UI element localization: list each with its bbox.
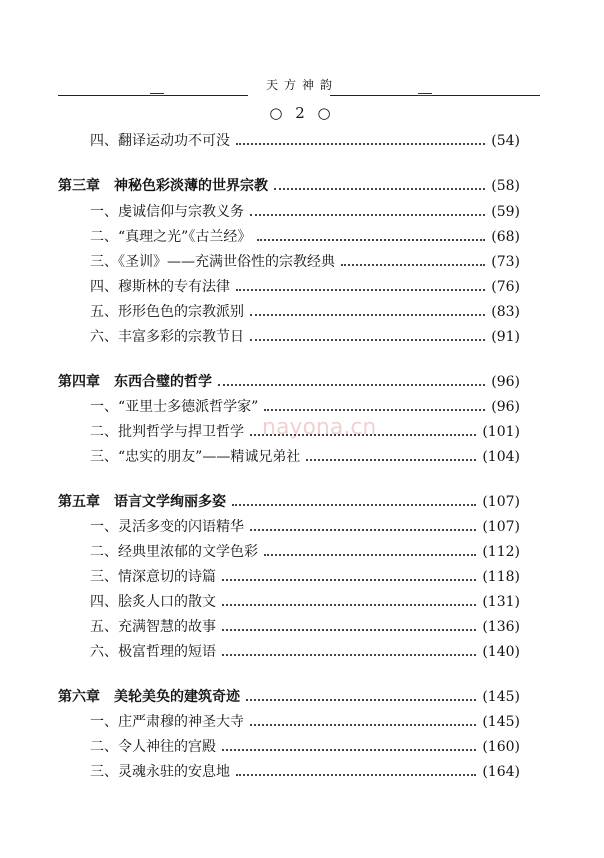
toc-section-title: 一、庄严肃穆的神圣大寺 xyxy=(90,714,244,730)
toc-section-title: 二、令人神往的宫殿 xyxy=(90,739,216,755)
book-title: 天方神韵 xyxy=(265,78,338,92)
toc-section-row[interactable] xyxy=(0,640,604,664)
toc-page-number: (83) xyxy=(491,304,520,320)
toc-page-number: (131) xyxy=(482,594,520,610)
dot-leader xyxy=(232,504,476,506)
dot-leader xyxy=(250,434,476,436)
dot-leader xyxy=(222,749,476,751)
toc-chapter-title: 第六章 美轮美奂的建筑奇迹 xyxy=(58,689,240,705)
toc-section-title: 五、形形色色的宗教派别 xyxy=(90,304,244,320)
toc-section-row[interactable] xyxy=(0,200,604,224)
toc-section-title: 一、“亚里士多德派哲学家” xyxy=(90,399,259,415)
toc-section-row[interactable] xyxy=(0,129,604,153)
toc-section-title: 二、批判哲学与捍卫哲学 xyxy=(90,424,244,440)
toc-section-row[interactable] xyxy=(0,760,604,784)
dot-leader xyxy=(264,409,485,411)
toc-page-number: (96) xyxy=(491,399,520,415)
dot-leader xyxy=(341,264,485,266)
toc-chapter-row[interactable] xyxy=(0,490,604,514)
toc-page-number: (145) xyxy=(482,714,520,730)
toc-chapter-title: 第五章 语言文学绚丽多姿 xyxy=(58,494,226,510)
dot-leader xyxy=(274,188,485,190)
toc-chapter-row[interactable] xyxy=(0,685,604,709)
toc-section-title: 三、情深意切的诗篇 xyxy=(90,569,216,585)
toc-page-number: (76) xyxy=(491,279,520,295)
dot-leader xyxy=(246,699,476,701)
toc-page-number: (136) xyxy=(482,619,520,635)
watermark: nayona.cn xyxy=(262,415,377,440)
toc-page-number: (58) xyxy=(491,178,520,194)
toc-section-row[interactable] xyxy=(0,300,604,324)
toc-page-number: (145) xyxy=(482,689,520,705)
page-number-ornament: ○ xyxy=(269,104,296,122)
toc-section-row[interactable] xyxy=(0,420,604,444)
toc-section-row[interactable] xyxy=(0,225,604,249)
toc-section-title: 二、“真理之光”《古兰经》 xyxy=(90,229,252,245)
dot-leader xyxy=(218,384,485,386)
dot-leader xyxy=(250,724,476,726)
toc-page-number: (91) xyxy=(491,329,520,345)
toc-section-row[interactable] xyxy=(0,615,604,639)
dot-leader xyxy=(222,579,476,581)
toc-section-row[interactable] xyxy=(0,515,604,539)
page-number-value: 2 xyxy=(295,104,309,122)
toc-section-title: 二、经典里浓郁的文学色彩 xyxy=(90,544,258,560)
toc-page-number: (112) xyxy=(482,544,520,560)
toc-page-number: (68) xyxy=(491,229,520,245)
toc-page-number: (118) xyxy=(482,569,520,585)
toc-section-title: 四、脍炙人口的散文 xyxy=(90,594,216,610)
toc-page-number: (160) xyxy=(482,739,520,755)
dot-leader xyxy=(257,239,485,241)
toc-section-row[interactable] xyxy=(0,710,604,734)
toc-chapter-title: 第三章 神秘色彩淡薄的世界宗教 xyxy=(58,178,268,194)
dot-leader xyxy=(222,654,476,656)
toc-chapter-row[interactable] xyxy=(0,370,604,394)
dot-leader xyxy=(250,214,485,216)
toc-section-row[interactable] xyxy=(0,275,604,299)
toc-page-number: (104) xyxy=(482,449,520,465)
dot-leader xyxy=(236,143,485,145)
dot-leader xyxy=(236,289,485,291)
toc-section-title: 五、充满智慧的故事 xyxy=(90,619,216,635)
toc-section-title: 三、“忠实的朋友”——精诚兄弟社 xyxy=(90,449,301,465)
toc-section-row[interactable] xyxy=(0,395,604,419)
toc-section-row[interactable] xyxy=(0,540,604,564)
toc-page-number: (140) xyxy=(482,644,520,660)
toc-section-title: 一、灵活多变的闪语精华 xyxy=(90,519,244,535)
toc-section-title: 一、虔诚信仰与宗教义务 xyxy=(90,204,244,220)
header-rule-ornament xyxy=(150,93,164,101)
toc-section-row[interactable] xyxy=(0,735,604,759)
dot-leader xyxy=(264,554,476,556)
toc-section-title: 四、穆斯林的专有法律 xyxy=(90,279,230,295)
dot-leader xyxy=(236,774,476,776)
dot-leader xyxy=(222,604,476,606)
toc-page-number: (54) xyxy=(491,133,520,149)
toc-chapter-row[interactable] xyxy=(0,174,604,198)
toc-page-number: (107) xyxy=(482,494,520,510)
toc-page-number: (164) xyxy=(482,764,520,780)
toc-section-title: 六、极富哲理的短语 xyxy=(90,644,216,660)
toc-page-number: (96) xyxy=(491,374,520,390)
toc-section-title: 三、《圣训》——充满世俗性的宗教经典 xyxy=(90,254,335,270)
dot-leader xyxy=(222,629,476,631)
dot-leader xyxy=(250,314,485,316)
toc-page-number: (107) xyxy=(482,519,520,535)
toc-section-title: 六、丰富多彩的宗教节日 xyxy=(90,329,244,345)
dot-leader xyxy=(250,529,476,531)
toc-section-row[interactable] xyxy=(0,565,604,589)
toc-page-number: (101) xyxy=(482,424,520,440)
dot-leader xyxy=(306,459,476,461)
toc-section-row[interactable] xyxy=(0,250,604,274)
toc-page-number: (73) xyxy=(491,254,520,270)
toc-section-title: 三、灵魂永驻的安息地 xyxy=(90,764,230,780)
page-number-ornament: ○ xyxy=(308,104,335,122)
header-rule-ornament xyxy=(418,93,432,101)
page-number xyxy=(0,104,604,122)
toc-section-row[interactable] xyxy=(0,325,604,349)
toc-section-title: 四、翻译运动功不可没 xyxy=(90,133,230,149)
dot-leader xyxy=(250,339,485,341)
header-rule-right xyxy=(330,95,540,96)
toc-section-row[interactable] xyxy=(0,590,604,614)
toc-page-number: (59) xyxy=(491,204,520,220)
toc-chapter-title: 第四章 东西合璧的哲学 xyxy=(58,374,212,390)
toc-section-row[interactable] xyxy=(0,445,604,469)
